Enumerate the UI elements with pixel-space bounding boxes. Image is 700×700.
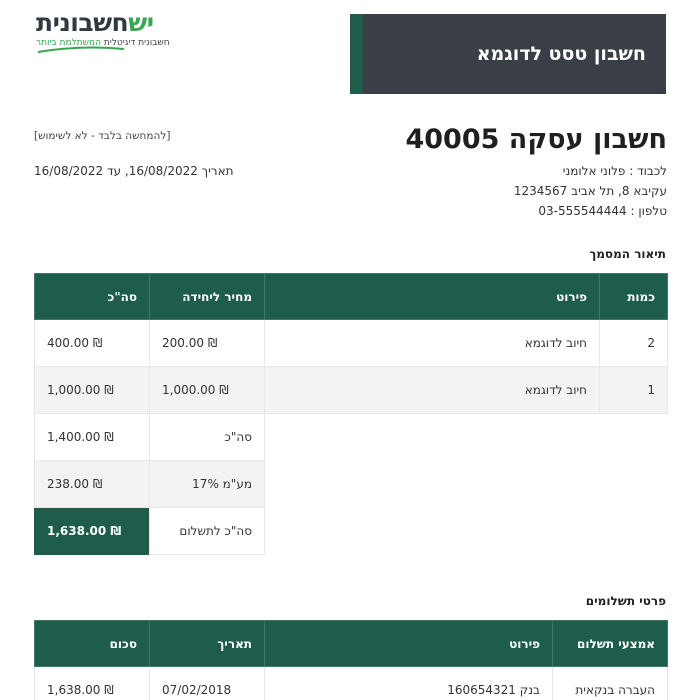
cell-unit-price: ₪ 1,000.00 xyxy=(150,367,265,414)
payments-header-row xyxy=(35,621,668,667)
summary-row-vat xyxy=(35,461,668,508)
illustration-note: [להמחשה בלבד - לא לשימוש] xyxy=(34,130,171,142)
table-row xyxy=(35,367,668,414)
document-banner xyxy=(350,14,666,94)
brand-logo xyxy=(36,8,206,52)
subtotal-label: סה"כ xyxy=(150,414,265,461)
invoice-dates: תאריך 16/08/2022, עד 16/08/2022 xyxy=(34,164,234,178)
banner-title: חשבון טסט לדוגמא xyxy=(476,43,646,65)
cell-qty: 1 xyxy=(600,367,668,414)
payments-table xyxy=(34,620,668,700)
section-title-payments: פרטי תשלומים xyxy=(585,594,666,608)
header-payment-amount: סכום xyxy=(35,621,150,667)
cell-payment-detail: בנק 160654321 xyxy=(265,667,553,700)
logo-wordmark xyxy=(36,8,206,37)
logo-swoosh-icon xyxy=(36,46,126,54)
header-description: פירוט xyxy=(265,274,600,320)
header-payment-detail: פירוט xyxy=(265,621,553,667)
table-row xyxy=(35,320,668,367)
grand-total-value: ₪ 1,638.00 xyxy=(35,508,150,555)
cell-payment-method: העברה בנקאית xyxy=(553,667,668,700)
cell-description: חיוב לדוגמא xyxy=(265,367,600,414)
logo-word-green: יש xyxy=(128,8,154,37)
subtotal-value: ₪ 1,400.00 xyxy=(35,414,150,461)
section-title-document: תיאור המסמך xyxy=(589,247,666,261)
cell-payment-amount: ₪ 1,638.00 xyxy=(35,667,150,700)
grand-total-label: סה"כ לתשלום xyxy=(150,508,265,555)
cell-unit-price: ₪ 200.00 xyxy=(150,320,265,367)
recipient-name: לכבוד : פלוני אלומני xyxy=(562,164,667,178)
vat-value: ₪ 238.00 xyxy=(35,461,150,508)
items-table xyxy=(34,273,668,555)
logo-word-dark: חשבונית xyxy=(36,8,129,37)
vat-label: מע"מ 17% xyxy=(150,461,265,508)
cell-payment-date: 07/02/2018 xyxy=(150,667,265,700)
banner-accent-stripe xyxy=(350,14,363,94)
recipient-phone: טלפון : 03-555544444 xyxy=(538,204,667,218)
table-row xyxy=(35,667,668,700)
cell-total: ₪ 400.00 xyxy=(35,320,150,367)
logo-tagline-green: המשתלמת ביותר xyxy=(36,38,101,48)
invoice-title: חשבון עסקה 40005 xyxy=(405,124,667,155)
items-header-row xyxy=(35,274,668,320)
header-total: סה"כ xyxy=(35,274,150,320)
summary-row-subtotal xyxy=(35,414,668,461)
header-payment-method: אמצעי תשלום xyxy=(553,621,668,667)
cell-qty: 2 xyxy=(600,320,668,367)
header-unit-price: מחיר ליחידה xyxy=(150,274,265,320)
summary-row-grand-total xyxy=(35,508,668,555)
header-payment-date: תאריך xyxy=(150,621,265,667)
header-qty: כמות xyxy=(600,274,668,320)
logo-tagline-dark: חשבונית דיגיטלית xyxy=(100,38,170,48)
cell-total: ₪ 1,000.00 xyxy=(35,367,150,414)
cell-description: חיוב לדוגמא xyxy=(265,320,600,367)
recipient-address: עקיבא 8, תל אביב 1234567 xyxy=(513,184,667,198)
